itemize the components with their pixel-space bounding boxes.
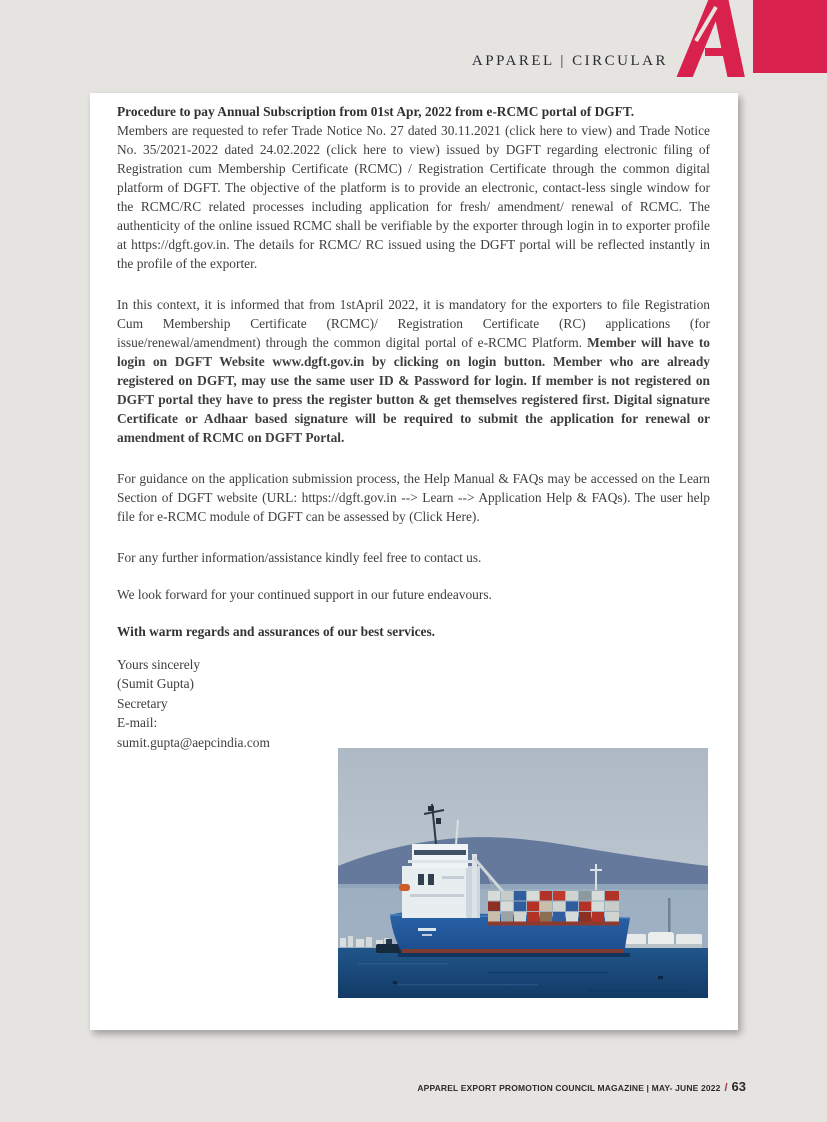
footer-page-number: 63: [731, 1079, 746, 1094]
footer-text: APPAREL EXPORT PROMOTION COUNCIL MAGAZINE | MAY- JUNE 2022: [417, 1083, 721, 1093]
logo-red-block: [753, 0, 827, 73]
page-footer: [417, 1079, 746, 1094]
page-header-title: APPAREL | CIRCULAR: [471, 53, 668, 69]
letter-heading: Procedure to pay Annual Subscription from 01st Apr, 2022 from e-RCMC portal of DGFT.: [117, 104, 635, 119]
signature-email-address: sumit.gupta@aepcindia.com: [117, 734, 270, 750]
paragraph-support: We look forward for your continued support in our future endeavours.: [117, 587, 492, 602]
footer-separator: /: [724, 1082, 728, 1094]
paragraph-intro: Members are requested to refer Trade Notice No. 27 dated 30.11.2021 (click here to view) and Trade Notice No. 35/2021-2022 dated 24.02.2022 (click here to view) issued by DGFT regarding electronic filing of Registration cum Membership Certificate (RCMC) / Registration Certificate through the common digital platform of DGFT. The objective of the platform is to provide an electronic, contact-less single window for the RCMC/RC related processes including application for fresh/ amendment/ renewal of RCMC. The authenticity of the online issued RCMC shall be verifiable by the exporter through login in to exporter profile at https://dgft.gov.in. The details for RCMC/ RC issued using the DGFT portal will be reflected instantly in the profile of the exporter.: [117, 123, 710, 271]
signature-salutation: Yours sincerely: [117, 657, 201, 672]
paragraph-closing: With warm regards and assurances of our best services.: [117, 624, 436, 639]
signature-block: [117, 655, 710, 752]
signature-email-label: E-mail:: [117, 715, 158, 731]
aepc-logo-a-icon: [675, 0, 745, 77]
signature-name: (Sumit Gupta): [117, 676, 194, 692]
paragraph-context-bold: Member will have to login on DGFT Website www.dgft.gov.in by clicking on login button. Member who are already registered on DGFT, may use the same user ID & Password for login. If member is not registered on DGFT portal they have to press the register button & get themselves registered first. Digital signature Certificate or Adhaar based signature will be required to submit the application for renewal or amendment of RCMC on DGFT Portal.: [117, 335, 710, 445]
paragraph-guidance: For guidance on the application submission process, the Help Manual & FAQs may be accessed on the Learn Section of DGFT website (URL: https://dgft.gov.in --> Learn --> Application Help & FAQs). The user help file for e-RCMC module of DGFT can be assessed by (Click Here).: [117, 471, 710, 524]
container-stack: [488, 891, 619, 926]
paragraph-context-normal: In this context, it is informed that from 1stApril 2022, it is mandatory for the exporters to file Registration Cum Membership Certificate (RCMC)/ Registration Certificate (RC) applications (for issue/renewal/amendment) through the common digital portal of e-RCMC Platform.: [117, 297, 710, 350]
ship-photo: [338, 748, 708, 998]
paragraph-context: [117, 295, 710, 447]
letter-card: [90, 93, 738, 1030]
signature-title: Secretary: [117, 695, 168, 711]
paragraph-contact: For any further information/assistance kindly feel free to contact us.: [117, 550, 482, 565]
